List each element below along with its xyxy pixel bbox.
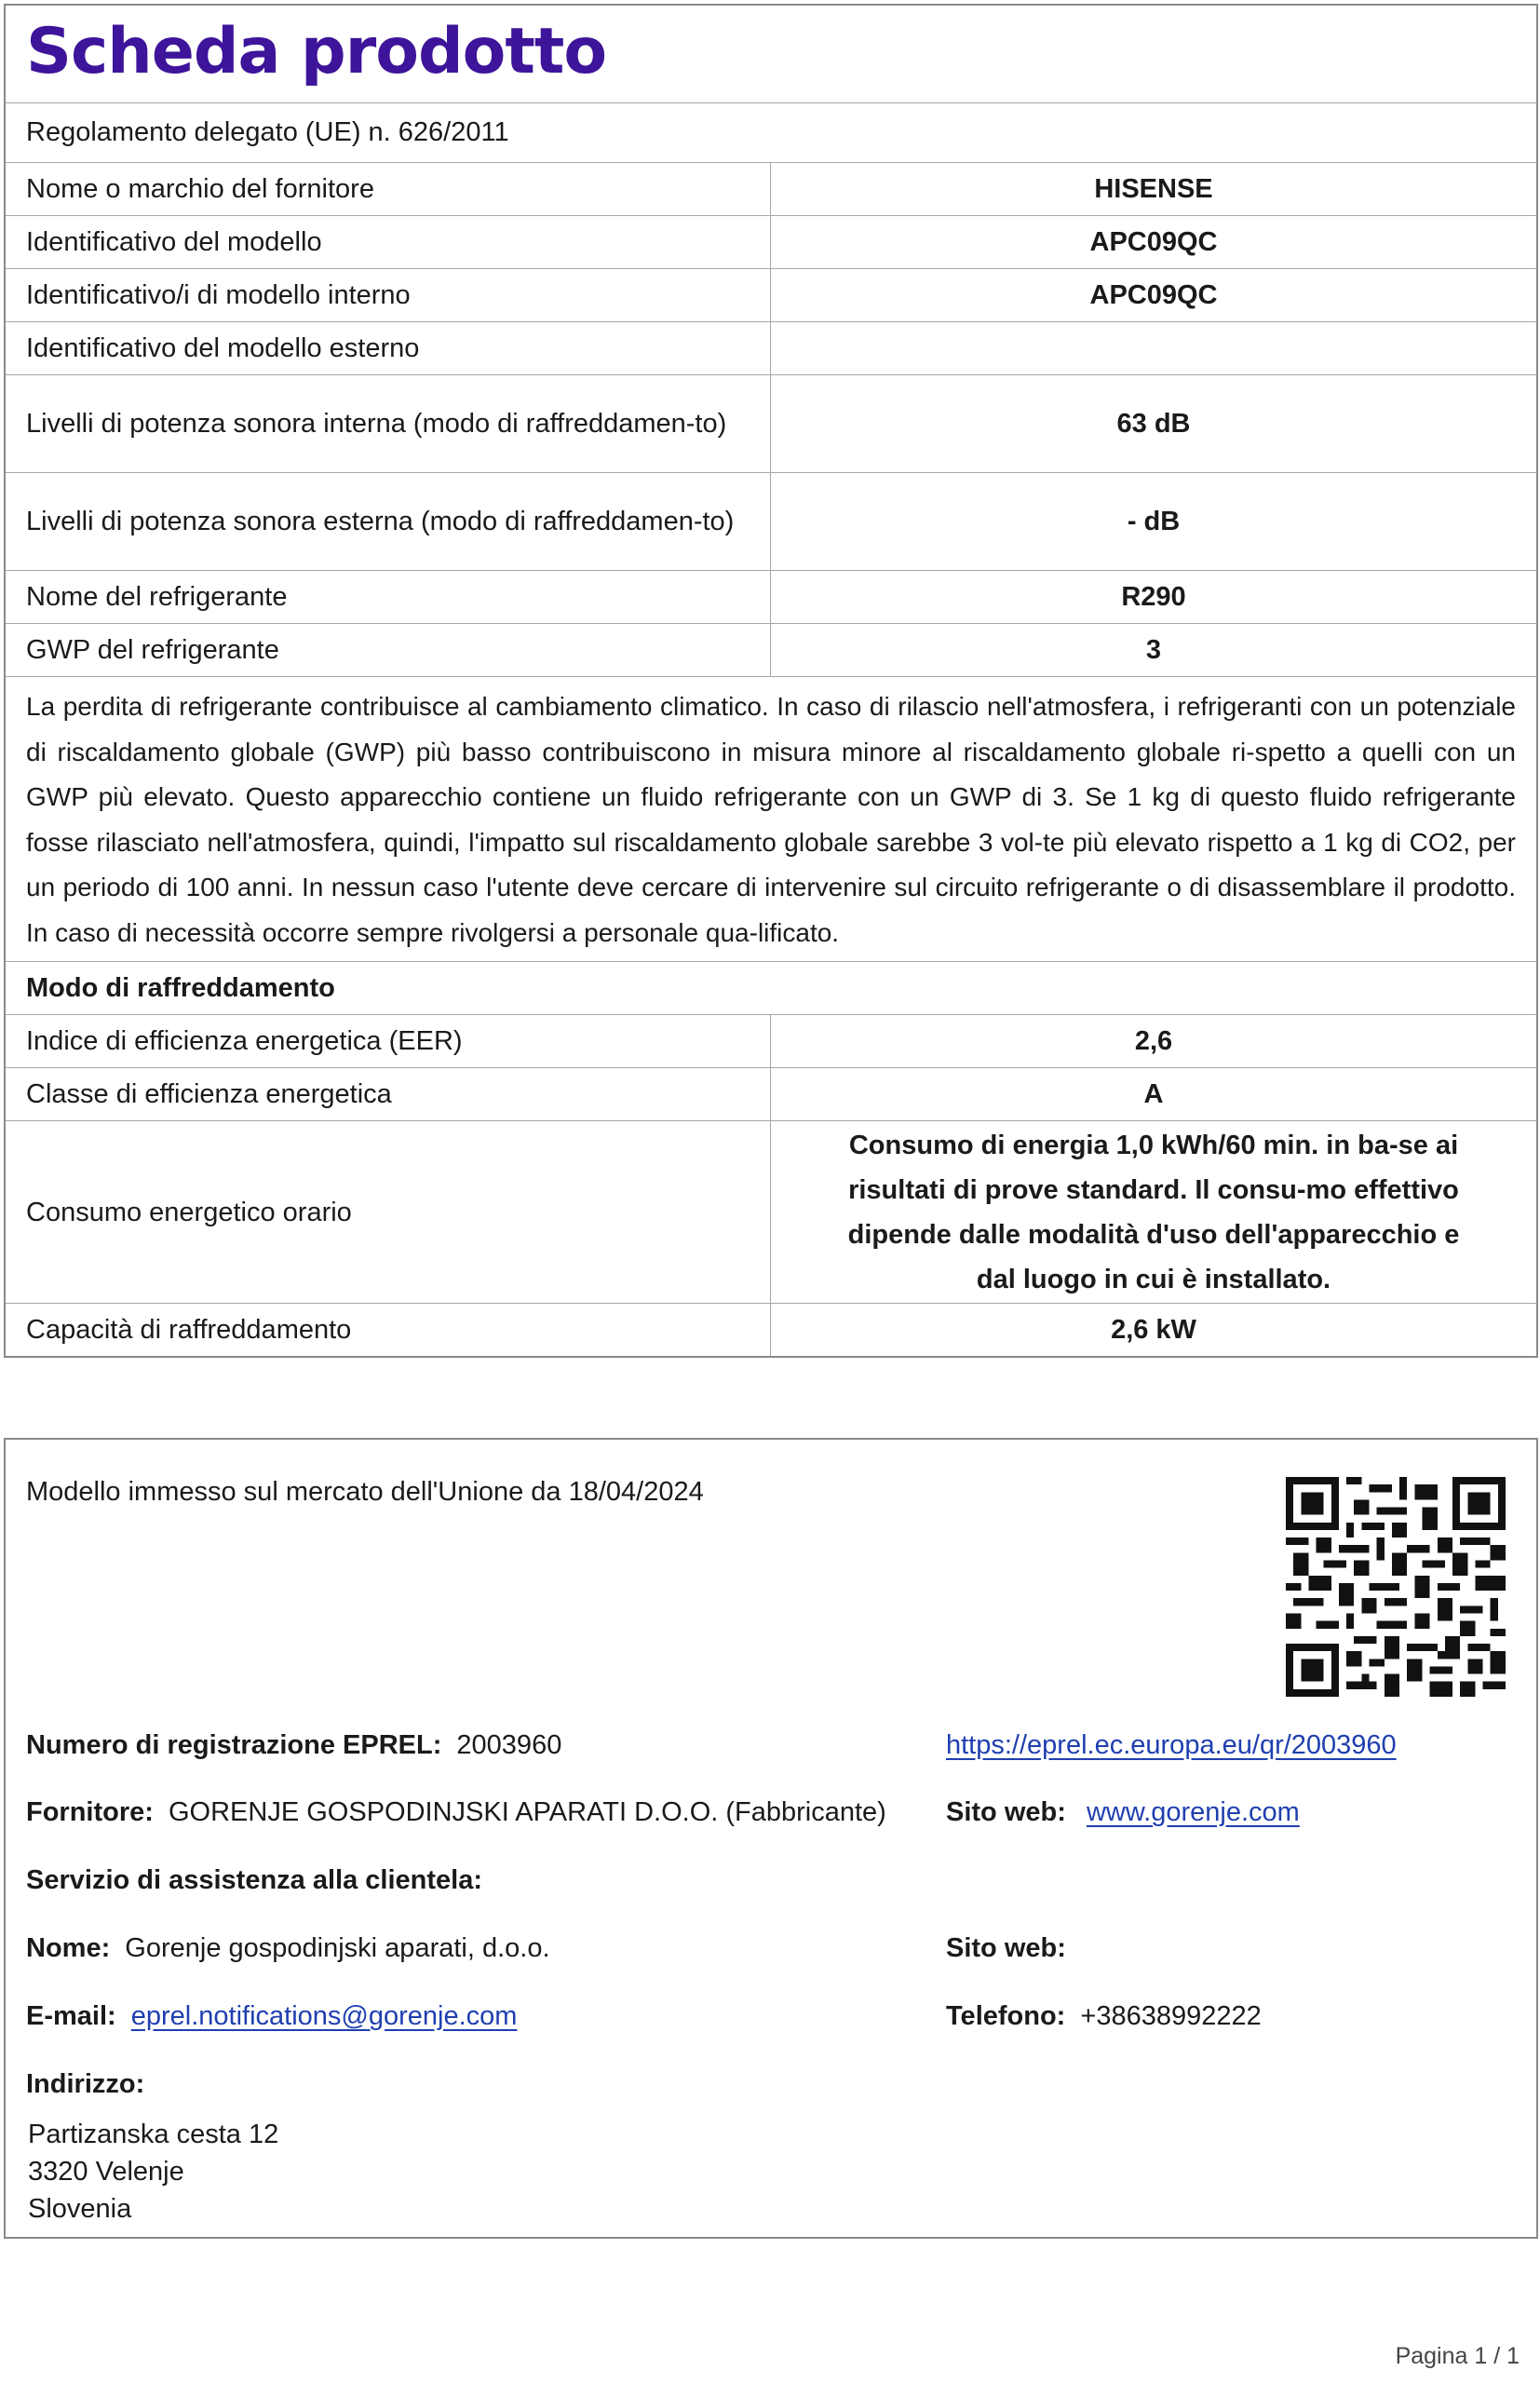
spec-row-indoor-sound: [6, 374, 1536, 472]
spec-label: Capacità di raffreddamento: [6, 1304, 771, 1356]
email-link[interactable]: eprel.notifications@gorenje.com: [130, 2001, 518, 2031]
phone-line: [946, 2001, 1262, 2032]
spec-value: APC09QC: [1089, 227, 1218, 257]
website-line: [946, 1797, 1300, 1828]
spec-label: Livelli di potenza sonora esterna (modo di raffreddamen-to): [6, 473, 771, 570]
supplier-box: [4, 1438, 1538, 2239]
spec-value: - dB: [1127, 507, 1181, 536]
cooling-row-eer: [6, 1014, 1536, 1067]
service-name-line: [26, 1933, 550, 1964]
spec-label: Nome del refrigerante: [6, 571, 771, 623]
page-number: Pagina 1 / 1: [1395, 2343, 1520, 2369]
product-sheet: [4, 4, 1538, 1358]
supplier-label: Fornitore:: [26, 1797, 154, 1827]
spec-row-outdoor-sound: [6, 472, 1536, 570]
eprel-link[interactable]: https://eprel.ec.europa.eu/qr/2003960: [946, 1730, 1397, 1760]
spec-value: 63 dB: [1116, 409, 1191, 439]
email-line: [26, 2001, 517, 2032]
address-block: [28, 2116, 278, 2228]
eprel-label: Numero di registrazione EPREL:: [26, 1730, 442, 1760]
cooling-row-consumption: [6, 1120, 1536, 1303]
spec-value: R290: [1121, 582, 1186, 612]
eprel-line: [26, 1730, 561, 1761]
spec-row-supplier: [6, 162, 1536, 215]
spec-row-model: [6, 215, 1536, 268]
eprel-number: 2003960: [456, 1730, 562, 1760]
spec-value: A: [1143, 1079, 1164, 1109]
email-label: E-mail:: [26, 2001, 116, 2031]
spec-row-indoor-model: [6, 268, 1536, 321]
spec-label: Livelli di potenza sonora interna (modo di raffreddamen-to): [6, 375, 771, 472]
service-title: Servizio di assistenza alla clientela:: [26, 1865, 482, 1895]
website-label: Sito web:: [946, 1797, 1066, 1827]
service-name: Gorenje gospodinjski aparati, d.o.o.: [125, 1933, 550, 1963]
spec-label: GWP del refrigerante: [6, 624, 771, 676]
spec-row-gwp: [6, 623, 1536, 676]
spec-row-outdoor-model: [6, 321, 1536, 374]
phone-value: +38638992222: [1080, 2001, 1262, 2031]
supplier-name: GORENJE GOSPODINJSKI APARATI D.O.O. (Fabbricante): [169, 1797, 886, 1827]
spec-value: HISENSE: [1094, 174, 1213, 204]
spec-value: APC09QC: [1089, 280, 1218, 310]
spec-label: Identificativo del modello esterno: [6, 322, 771, 374]
spec-label: Classe di efficienza energetica: [6, 1068, 771, 1120]
service-website-label: Sito web:: [946, 1933, 1066, 1963]
phone-label: Telefono:: [946, 2001, 1066, 2031]
cooling-row-class: [6, 1067, 1536, 1120]
spec-label: Identificativo del modello: [6, 216, 771, 268]
supplier-line: [26, 1797, 886, 1828]
refrigerant-note: La perdita di refrigerante contribuisce al cambiamento climatico. In caso di rilascio nell'atmosfera, i refrigeranti con un potenziale di riscaldamento globale (GWP) più basso contribuiscono in misura minore al riscaldamento globale ri-spetto a quelli con un GWP più elevato. Questo apparecchio contiene un fluido refrigerante con un GWP di 3. Se 1 kg di questo fluido refrigerante fosse rilasciato nell'atmosfera, quindi, l'impatto sul riscaldamento globale sarebbe 3 vol-te più elevato rispetto a 1 kg di CO2, per un periodo di 100 anni. In nessun caso l'utente deve cercare di intervenire sul circuito refrigerante o di disassemblare il prodotto. In caso di necessità occorre sempre rivolgersi a personale qua-lificato.: [6, 676, 1536, 961]
cooling-section-title: Modo di raffreddamento: [6, 961, 1536, 1014]
spec-value: Consumo di energia 1,0 kWh/60 min. in ba-se ai risultati di prove standard. Il consu-mo effettivo dipende dalle modalità d'uso dell'apparecchio e dal luogo in cui è installato.: [847, 1130, 1460, 1294]
spec-row-refrigerant: [6, 570, 1536, 623]
page-title: Scheda prodotto: [26, 15, 607, 88]
name-label: Nome:: [26, 1933, 111, 1963]
spec-value: 2,6 kW: [1111, 1315, 1196, 1345]
spec-label: Indice di efficienza energetica (EER): [6, 1015, 771, 1067]
regulation-text: Regolamento delegato (UE) n. 626/2011: [6, 102, 1536, 162]
spec-label: Nome o marchio del fornitore: [6, 163, 771, 215]
spec-label: Consumo energetico orario: [6, 1121, 771, 1303]
spec-label: Identificativo/i di modello interno: [6, 269, 771, 321]
spec-value: [771, 322, 1536, 374]
spec-value: 3: [1145, 635, 1162, 665]
address-line: Slovenia: [28, 2194, 132, 2224]
spec-value: 2,6: [1134, 1026, 1173, 1056]
qr-code-icon[interactable]: [1286, 1477, 1506, 1697]
address-line: Partizanska cesta 12: [28, 2120, 279, 2149]
website-link[interactable]: www.gorenje.com: [1086, 1797, 1300, 1827]
address-line: 3320 Velenje: [28, 2157, 184, 2187]
cooling-row-capacity: [6, 1303, 1536, 1356]
address-label: Indirizzo:: [26, 2069, 145, 2099]
market-date-text: Modello immesso sul mercato dell'Unione da 18/04/2024: [26, 1477, 704, 1507]
